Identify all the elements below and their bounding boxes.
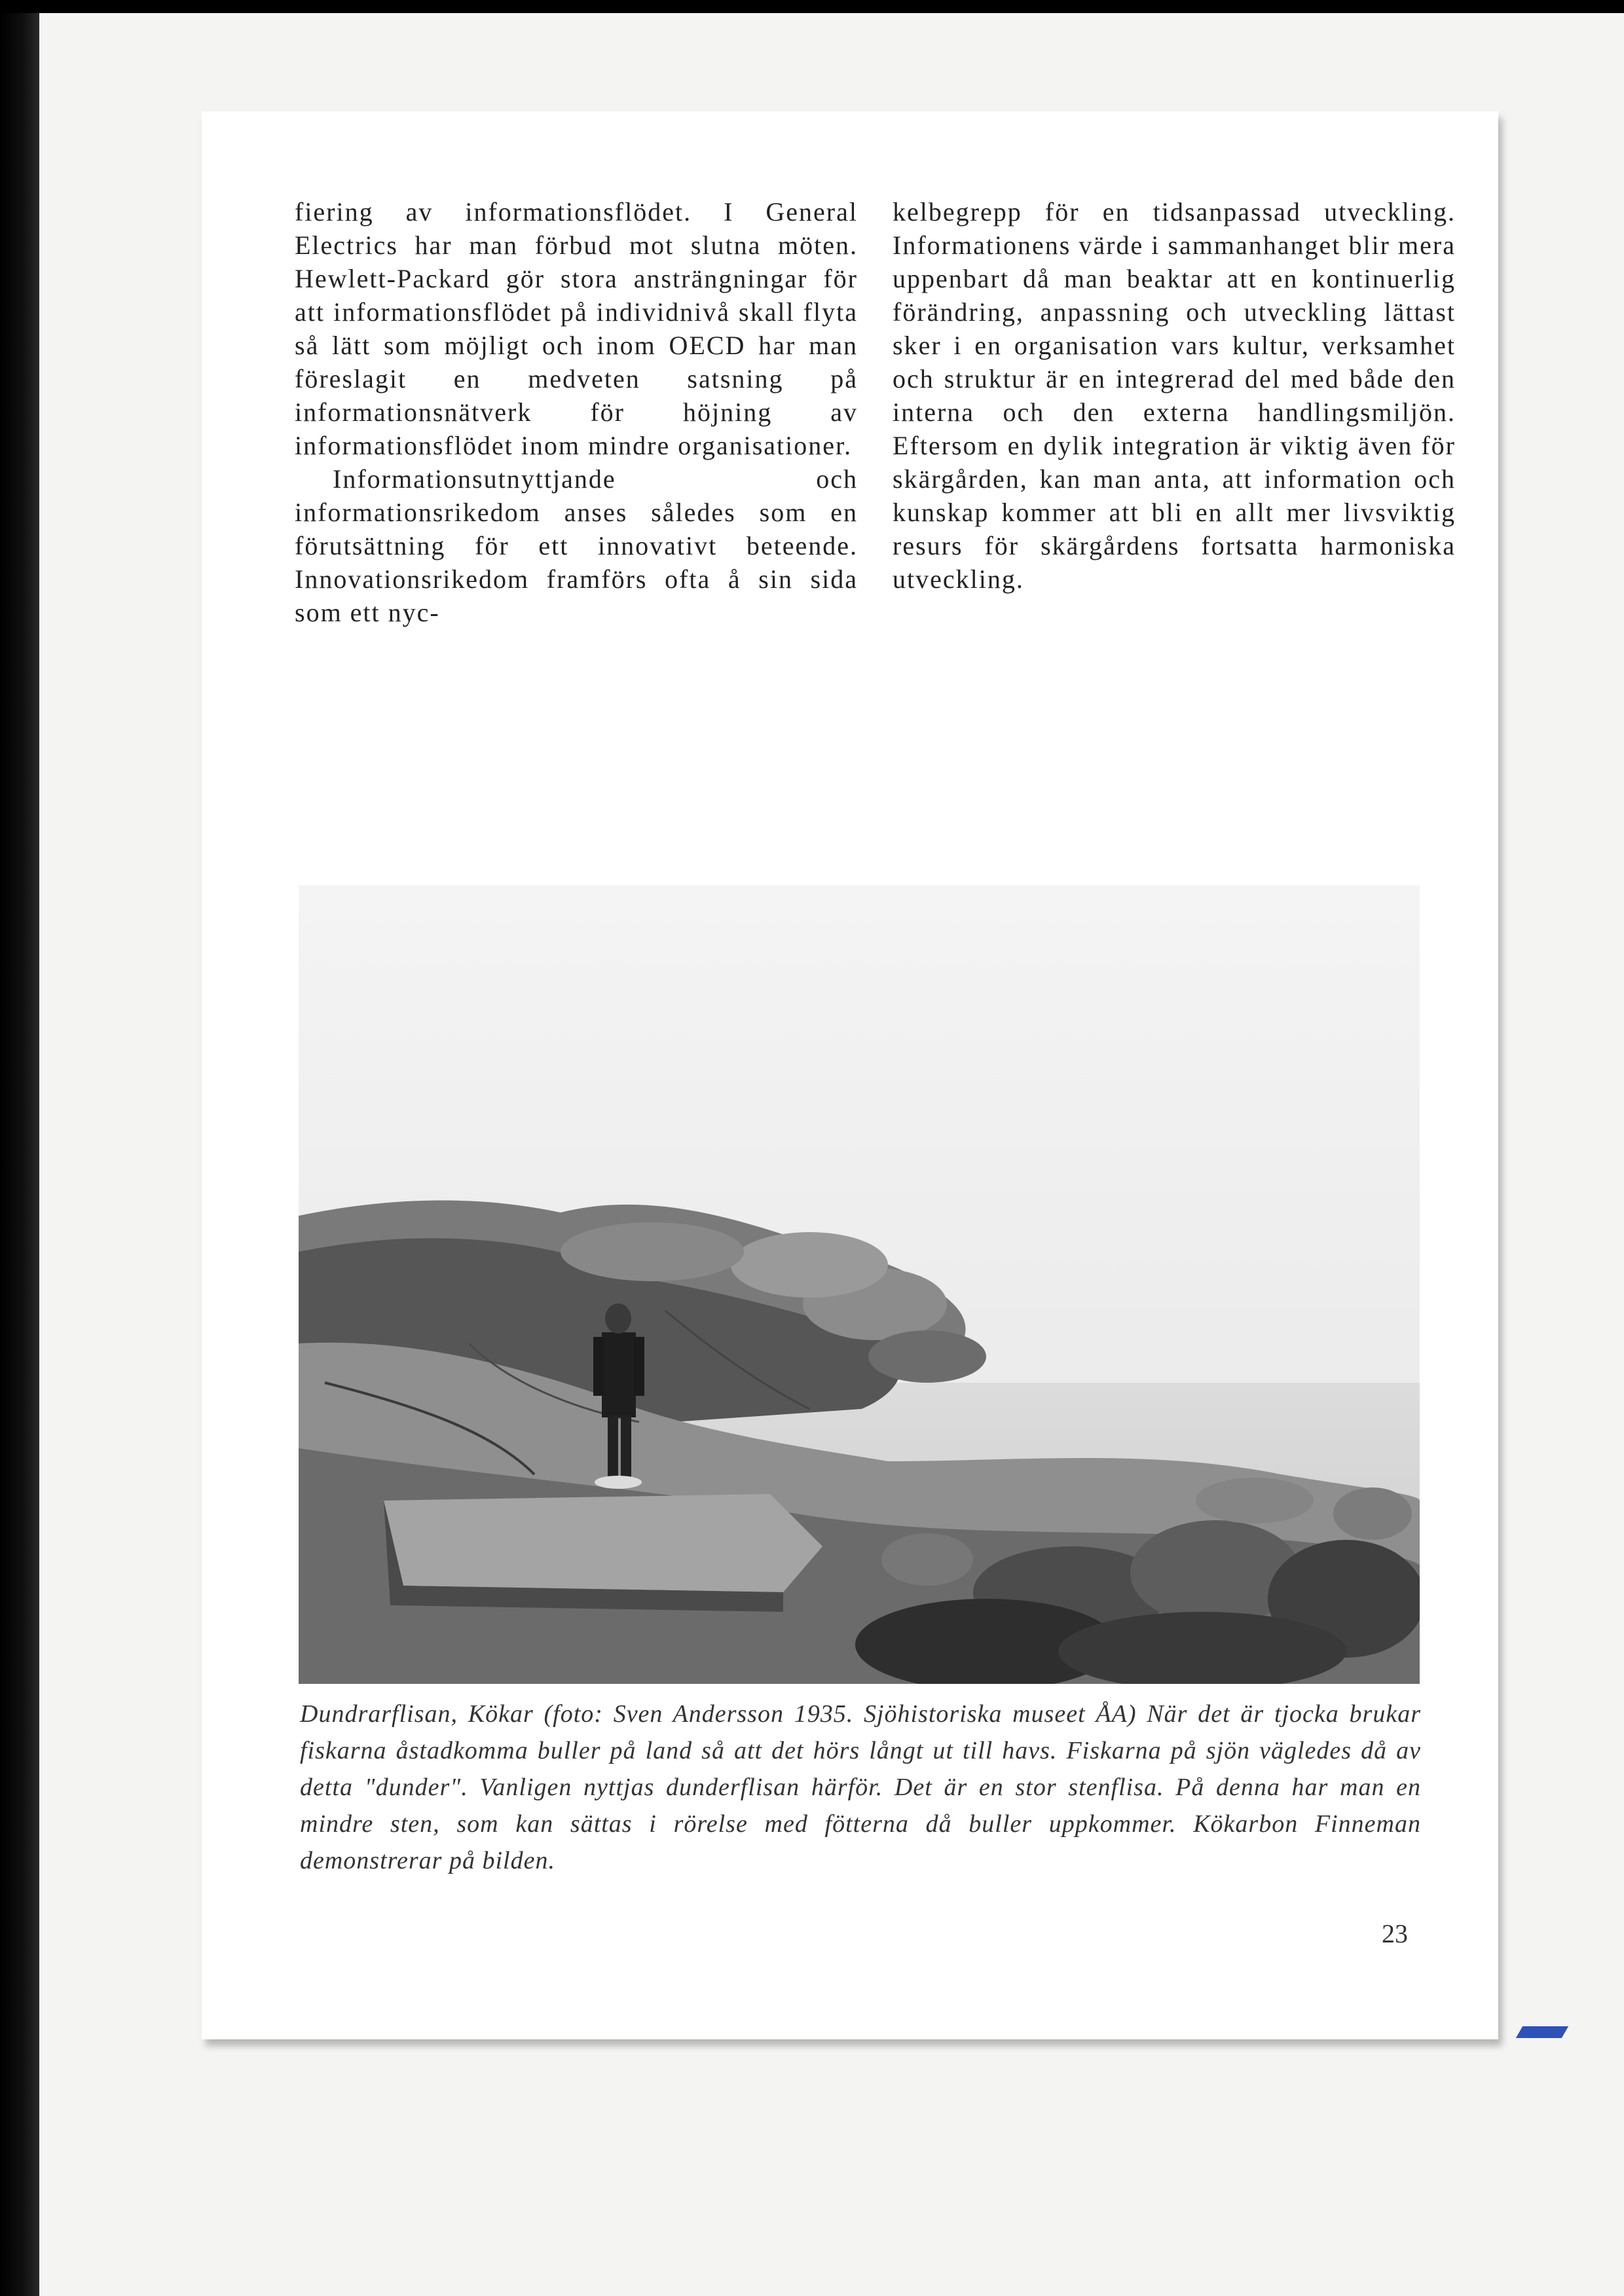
left-paragraph-2: Informationsutnyttjande och informationsrikedom anses således som en förutsättning för ett innovativt beteende. Innovationsrikedom framförs ofta å sin sida som ett nyc-	[295, 464, 858, 627]
top-scan-shadow	[0, 0, 1624, 13]
cover-edge	[1516, 2026, 1568, 2038]
page-number: 23	[1382, 1919, 1408, 1948]
photo-caption: Dundrarflisan, Kökar (foto: Sven Andersson 1935. Sjöhistoriska museet ÅA) När det är tjocka brukar fiskarna åstadkomma buller på land så att det hörs långt ut till havs. Fiskarna på sjön vägledes då av detta "dunder". Vanligen nyttjas dunderflisan härför. Det är en stor stenflisa. På denna har man en mindre sten, som kan sättas i rörelse med fötterna då buller uppkommer. Kökarbon Finneman demonstrerar på bilden.	[300, 1700, 1421, 1874]
rock-photograph	[299, 885, 1420, 1684]
photo-image	[299, 885, 1420, 1684]
left-paragraph-1: fiering av informationsflödet. I General Electrics har man förbud mot slutna möten. Hewlett-Packard gör stora ansträngningar för att informationsflödet på individnivå skall flyta så lätt som möjligt och inom OECD har man föreslagit en medveten satsning på informationsnätverk för höjning av informationsflödet inom mindre organisationer.	[295, 197, 858, 460]
left-text-column	[295, 195, 858, 629]
left-scan-shadow	[0, 0, 39, 2296]
right-text-column	[893, 195, 1456, 596]
book-page	[202, 111, 1498, 2039]
right-paragraph-1: kelbegrepp för en tidsanpassad utveckling. Informationens värde i sammanhanget blir mera uppenbart då man beaktar att en kontinuerlig förändring, anpassning och utveckling lättast sker i en organisation vars kultur, verksamhet och struktur är en integrerad del med både den interna och den externa handlingsmiljön. Eftersom en dylik integration är viktig även för skärgården, kan man anta, att information och kunskap kommer att bli en allt mer livsviktig resurs för skärgårdens fortsatta harmoniska utveckling.	[893, 197, 1456, 594]
